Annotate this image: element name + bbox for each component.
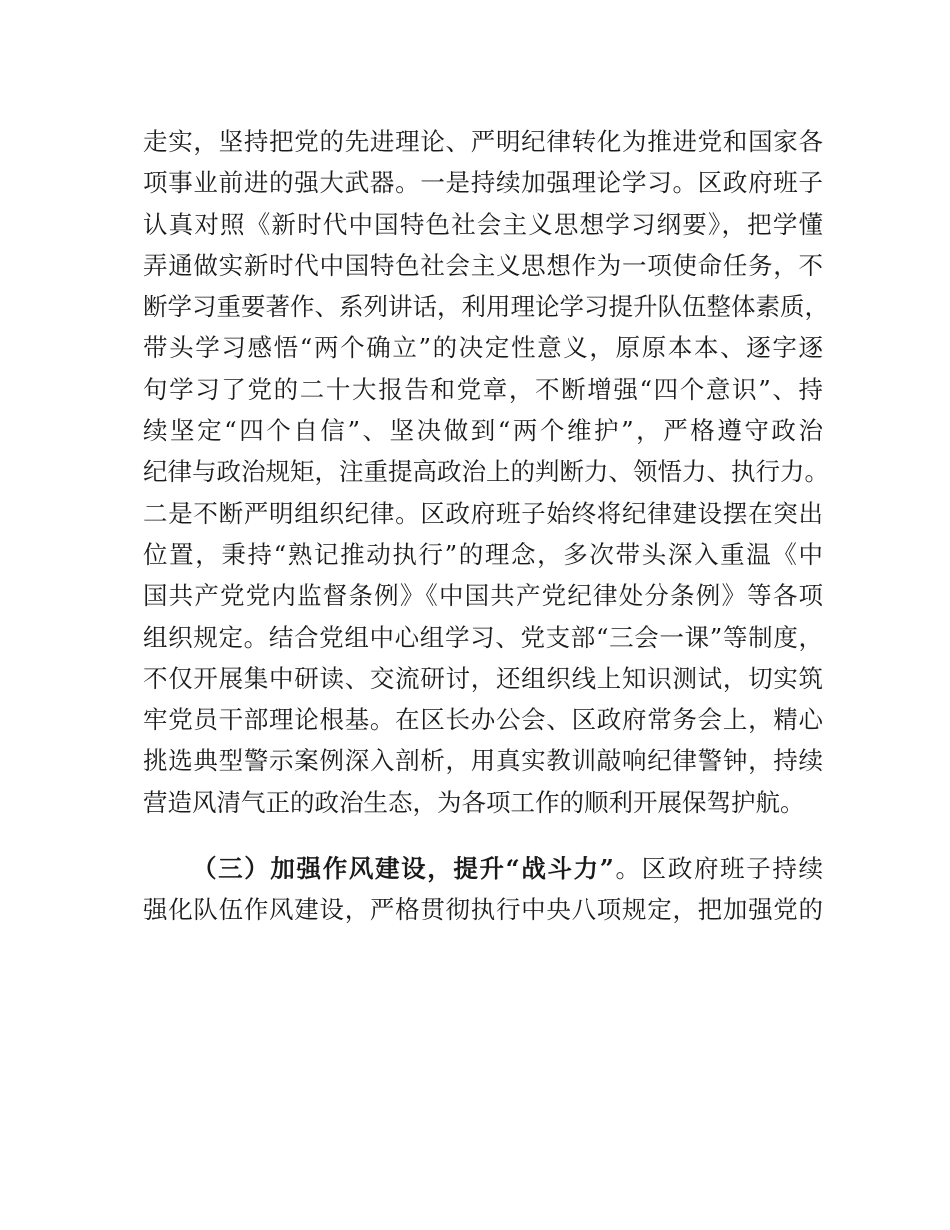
paragraph-2: [143, 848, 823, 931]
paragraph-spacer: [143, 823, 823, 848]
text-line: 带头学习感悟“两个确立”的决定性意义，原原本本、逐字逐: [143, 333, 823, 363]
text-line: 续坚定“四个自信”、坚决做到“两个维护”，严格遵守政治: [143, 416, 823, 446]
text-line: 二是不断严明组织纪律。区政府班子始终将纪律建设摆在突出: [143, 498, 823, 528]
text-line: 走实，坚持把党的先进理论、严明纪律转化为推进党和国家各: [143, 127, 823, 156]
text-line: 断学习重要著作、系列讲话，利用理论学习提升队伍整体素质，: [143, 292, 829, 322]
section-heading: （三）加强作风建设，提升“战斗力”: [192, 854, 614, 884]
text-line: 弄通做实新时代中国特色社会主义思想作为一项使命任务，不: [143, 250, 823, 280]
text-line: 不仅开展集中研读、交流研讨，还组织线上知识测试，切实筑: [143, 663, 823, 693]
text-line: 项事业前进的强大武器。一是持续加强理论学习。区政府班子: [143, 168, 823, 198]
heading-continuation: 。区政府班子持续: [613, 854, 824, 884]
text-line: 国共产党党内监督条例》《中国共产党纪律处分条例》等各项: [143, 581, 823, 611]
text-line: 句学习了党的二十大报告和党章，不断增强“四个意识”、持: [143, 374, 823, 404]
text-line: [143, 848, 823, 889]
text-line: 营造风清气正的政治生态，为各项工作的顺利开展保驾护航。: [143, 787, 805, 817]
text-line: 强化队伍作风建设，严格贯彻执行中央八项规定，把加强党的: [143, 895, 823, 925]
text-line: 认真对照《新时代中国特色社会主义思想学习纲要》，把学懂: [143, 209, 823, 239]
text-line: 位置，秉持“熟记推动执行”的理念，多次带头深入重温《中: [143, 539, 823, 569]
text-line: 挑选典型警示案例深入剖析，用真实教训敲响纪律警钟，持续: [143, 746, 823, 776]
text-line: 组织规定。结合党组中心组学习、党支部“三会一课”等制度，: [143, 622, 823, 652]
paragraph-1: [143, 121, 829, 823]
document-body: [143, 121, 829, 931]
text-line: 牢党员干部理论根基。在区长办公会、区政府常务会上，精心: [143, 705, 823, 735]
text-line: 纪律与政治规矩，注重提高政治上的判断力、领悟力、执行力。: [143, 457, 829, 487]
